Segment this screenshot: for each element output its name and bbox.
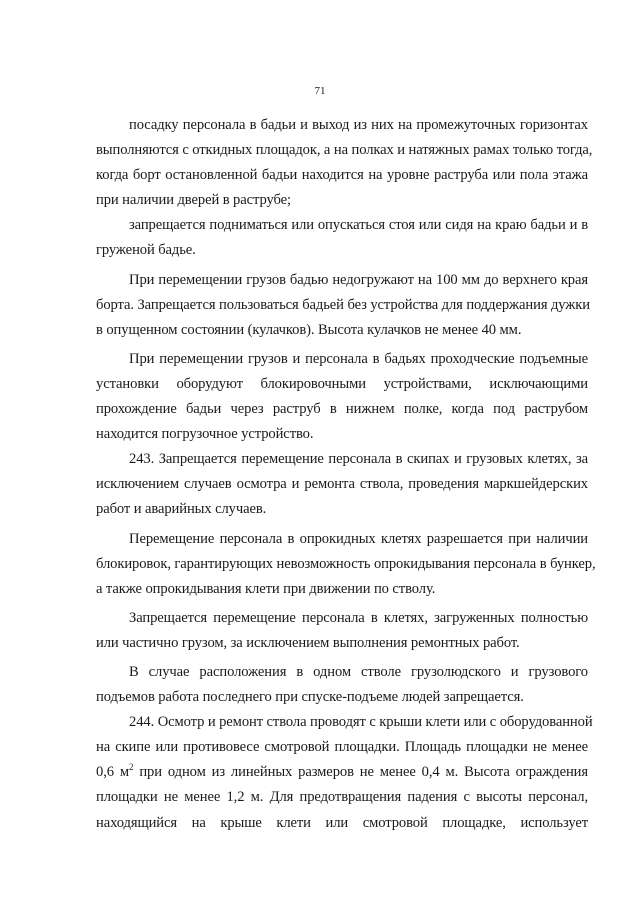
paragraph-3-line-2: борта. Запрещается пользоваться бадьей без устройства для поддержания дужки [96, 296, 590, 313]
page-number: 71 [314, 85, 326, 97]
paragraph-1-line-2: выполняются с откидных площадок, а на полках и натяжных рамах только тогда, [96, 142, 593, 159]
paragraph-2-line-2: груженой бадье. [96, 242, 196, 259]
paragraph-1-line-1: посадку персонала в бадьи и выход из них на промежуточных горизонтах [129, 117, 588, 133]
superscript-exponent: 2 [129, 762, 134, 773]
paragraph-3-line-3: в опущенном состоянии (кулачков). Высота кулачков не менее 40 мм. [96, 321, 522, 338]
paragraph-7-line-1: Запрещается перемещение персонала в клетях, загруженных полностью [129, 609, 588, 626]
paragraph-1-line-4: при наличии дверей в раструбе; [96, 192, 291, 209]
paragraph-3-line-1: При перемещении грузов бадью недогружают на 100 мм до верхнего края [129, 271, 588, 288]
paragraph-2-line-1: запрещается подниматься или опускаться стоя или сидя на краю бадьи и в [129, 217, 588, 234]
paragraph-4-line-1: При перемещении грузов и персонала в бадьях проходческие подъемные [129, 350, 588, 367]
paragraph-5-line-3: работ и аварийных случаев. [96, 501, 267, 518]
paragraph-9-line-1: 244. Осмотр и ремонт ствола проводят с крыши клети или с оборудованной [129, 714, 593, 731]
paragraph-5-line-1: 243. Запрещается перемещение персонала в скипах и грузовых клетях, за [129, 451, 588, 468]
paragraph-5-line-2: исключением случаев осмотра и ремонта ствола, проведения маркшейдерских [96, 476, 588, 493]
area-value: 0,6 м [96, 764, 129, 781]
paragraph-9-line-2: на скипе или противовесе смотровой площадки. Площадь площадки не менее [96, 739, 588, 756]
paragraph-9-line-4: площадки не менее 1,2 м. Для предотвращения падения с высоты персонал, [96, 789, 588, 806]
paragraph-6-line-2: блокировок, гарантирующих невозможность опрокидывания персонала в бункер, [96, 555, 596, 572]
paragraph-6-line-3: а также опрокидывания клети при движении по стволу. [96, 580, 436, 597]
paragraph-8-line-1: В случае расположения в одном стволе грузолюдского и грузового [129, 663, 588, 680]
paragraph-4-line-4: находится погрузочное устройство. [96, 426, 314, 443]
line-continuation: при одном из линейных размеров не менее 0,4 м. Высота ограждения [133, 764, 588, 781]
paragraph-8-line-2: подъемов работа последнего при спуске-подъеме людей запрещается. [96, 689, 524, 706]
paragraph-9-line-5: находящийся на крыше клети или смотровой площадке, использует [96, 814, 588, 831]
paragraph-4-line-3: прохождение бадьи через раструб в нижнем полке, когда под раструбом [96, 401, 588, 418]
paragraph-7-line-2: или частично грузом, за исключением выполнения ремонтных работ. [96, 634, 520, 651]
paragraph-6-line-1: Перемещение персонала в опрокидных клетях разрешается при наличии [129, 530, 588, 547]
paragraph-4-line-2: установки оборудуют блокировочными устройствами, исключающими [96, 375, 588, 392]
document-text [96, 113, 596, 836]
paragraph-1-line-3: когда борт остановленной бадьи находится на уровне раструба или пола этажа [96, 167, 588, 184]
paragraph-9-line-3 [96, 760, 588, 785]
